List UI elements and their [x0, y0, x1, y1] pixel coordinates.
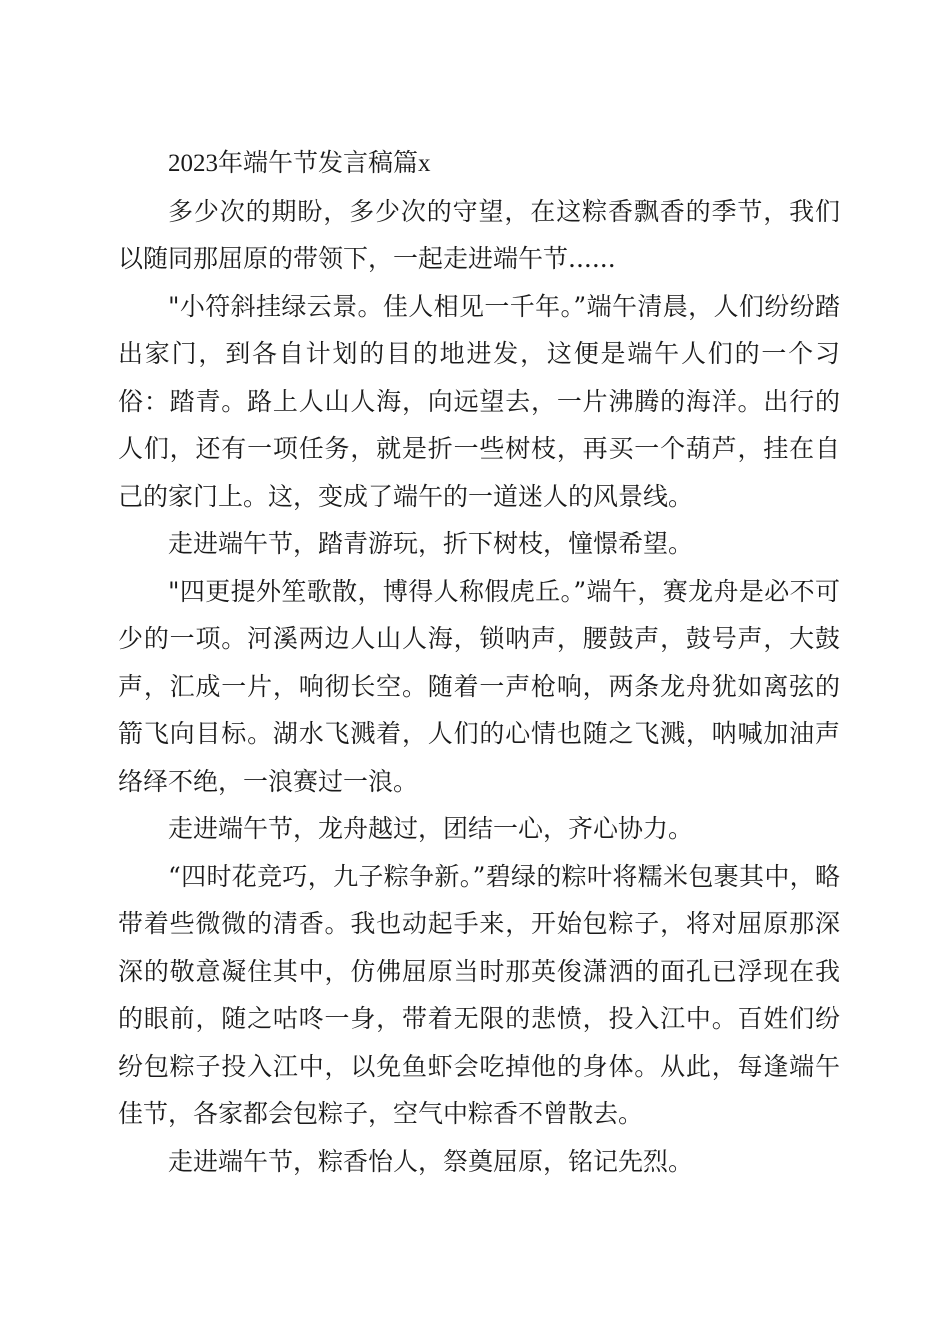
document-title: 2023年端午节发言稿篇x: [168, 150, 431, 177]
document-body: [118, 140, 840, 1185]
paragraph-qingming-outing: "小符斜挂绿云景。佳人相见一千年。”端午清晨，人们纷纷踏出家门，到各自计划的目的地进发，这便是端午人们的一个习俗：踏青。路上人山人海，向远望去，一片沸腾的海洋。出行的人们，还有一项任务，就是折一些树枝，再买一个葫芦，挂在自己的家门上。这，变成了端午的一道迷人的风景线。: [118, 291, 840, 511]
paragraph-dragon-boat: "四更提外笙歌散，博得人称假虎丘。”端午，赛龙舟是必不可少的一项。河溪两边人山人海，锁呐声，腰鼓声，鼓号声，大鼓声，汇成一片，响彻长空。随着一声枪响，两条龙舟犹如离弦的箭飞向目标。湖水飞溅着，人们的心情也随之飞溅，呐喊加油声络绎不绝，一浪赛过一浪。: [118, 576, 840, 796]
paragraph-summary-dragon-boat: 走进端午节，龙舟越过，团结一心，齐心协力。: [168, 814, 694, 843]
paragraph-zongzi: “四时花竞巧，九子粽争新。”碧绿的粽叶将糯米包裹其中，略带着些微微的清香。我也动起手来，开始包粽子，将对屈原那深深的敬意凝住其中，仿佛屈原当时那英俊潇洒的面孔已浮现在我的眼前，随之咕咚一身，带着无限的悲愤，投入江中。百姓们纷纷包粽子投入江中，以免鱼虾会吃掉他的身体。从此，每逢端午佳节，各家都会包粽子，空气中粽香不曾散去。: [118, 861, 840, 1128]
paragraph-summary-outing: 走进端午节，踏青游玩，折下树枝，憧憬希望。: [168, 529, 694, 558]
paragraph-intro: 多少次的期盼，多少次的守望，在这粽香飘香的季节，我们以随同那屈原的带领下，一起走进端午节......: [118, 196, 840, 273]
paragraph-summary-zongzi: 走进端午节，粽香怡人，祭奠屈原，铭记先烈。: [168, 1146, 694, 1176]
